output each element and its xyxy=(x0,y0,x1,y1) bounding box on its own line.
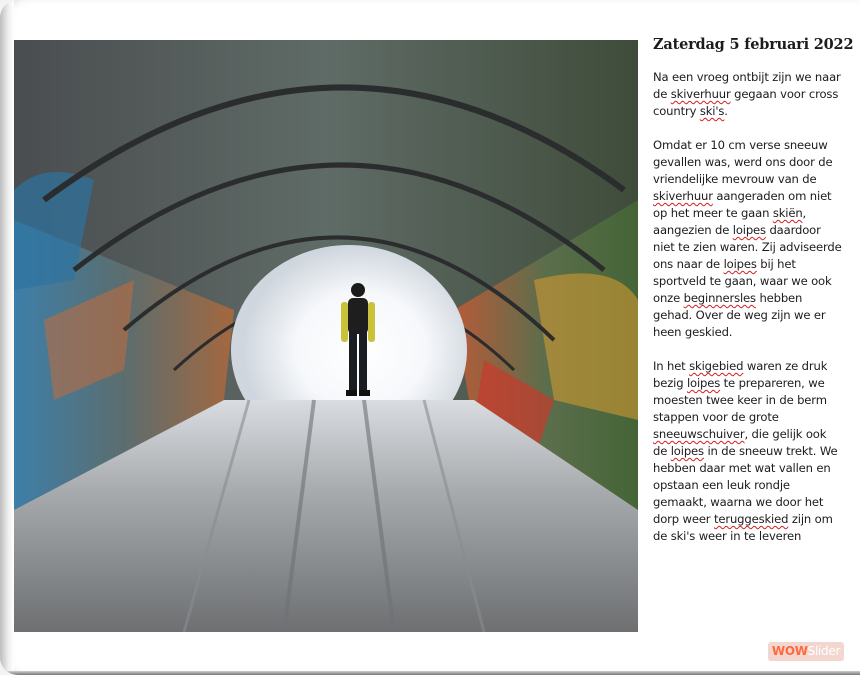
spellcheck-word: loipes xyxy=(670,444,704,458)
spellcheck-word: skiverhuur xyxy=(653,189,713,203)
page-title: Zaterdag 5 februari 2022 xyxy=(653,36,854,53)
spellcheck-word: skigebied xyxy=(689,359,744,373)
spellcheck-word: teruggeskied xyxy=(713,512,789,526)
page-edge-left xyxy=(0,0,14,675)
paragraph: Omdat er 10 cm verse sneeuw gevallen was, werd ons door de vriendelijke mevrouw van de skiverhuur aangeraden om niet op het meer te gaan skiën, aangezien de loipes daardoor niet te zien waren. Zij adviseerde ons naar de loipes bij het sportveld te gaan, waar we ook onze beginnersles hebben gehad. Over de weg zijn we er heen geskied. xyxy=(653,138,842,339)
spellcheck-word: skiverhuur xyxy=(670,87,731,101)
paragraph: Na een vroeg ontbijt zijn we naar de skiverhuur gegaan voor cross country ski's. xyxy=(653,70,841,118)
tunnel-photo-illustration xyxy=(14,40,638,632)
spellcheck-word: sneeuwschuiver xyxy=(653,427,745,441)
text-column xyxy=(653,36,854,562)
paragraph: In het skigebied waren ze druk bezig loipes te prepareren, we moesten twee keer in de berm stappen voor de grote sneeuwschuiver, die gelijk ook de loipes in de sneeuw trekt. We hebben daar met wat vallen en opstaan een leuk rondje gemaakt, waarna we door het dorp weer teruggeskied zijn om de ski's weer in te leveren xyxy=(653,359,838,543)
tunnel-photo xyxy=(14,40,638,632)
spellcheck-word: ski's xyxy=(699,104,725,118)
wowslider-badge[interactable] xyxy=(768,642,844,661)
spellcheck-word: skiën xyxy=(772,206,803,220)
wowslider-badge-part2: Slider xyxy=(807,644,841,658)
spellcheck-word: loipes xyxy=(686,376,721,390)
wowslider-badge-part1: WOW xyxy=(771,644,808,658)
page-edge-bottom xyxy=(0,671,860,675)
spellcheck-word: loipes xyxy=(723,257,757,271)
spellcheck-word: loipes xyxy=(732,223,766,237)
spellcheck-word: beginnersles xyxy=(683,291,756,305)
